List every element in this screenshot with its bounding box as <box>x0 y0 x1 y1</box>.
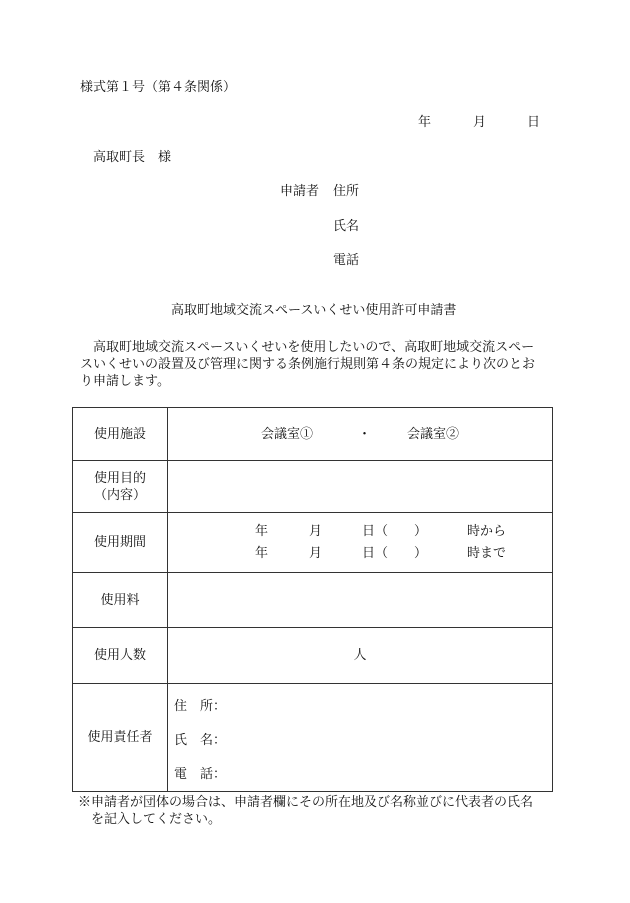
note-line: を記入してください。 <box>78 812 222 827</box>
date-month: 月 <box>473 115 487 130</box>
addressee: 高取町長 様 <box>93 150 172 165</box>
purpose-sublabel: （内容） <box>93 487 146 503</box>
body-line: スいくせいの設置及び管理に関する条例施行規則第４条の規定により次のとお <box>80 357 536 372</box>
fee-field[interactable] <box>168 573 553 628</box>
period-from-year: 年 <box>255 524 269 539</box>
period-from-day: 日（ ） <box>362 524 428 539</box>
separator: ・ <box>358 427 372 442</box>
date-year: 年 <box>418 115 432 130</box>
applicant-name: 氏名 <box>333 219 360 234</box>
body-line: 高取町地域交流スペースいくせいを使用したいので、高取町地域交流スペー <box>80 340 535 355</box>
responsible-address: 住 所： <box>174 699 227 714</box>
purpose-label: 使用目的 <box>93 470 146 486</box>
applicant-address: 住所 <box>333 184 360 199</box>
responsible-phone: 電 話： <box>174 767 227 782</box>
fee-label: 使用料 <box>73 573 168 628</box>
period-label: 使用期間 <box>73 513 168 573</box>
row-period <box>73 513 553 573</box>
responsible-label: 使用責任者 <box>73 684 168 792</box>
row-purpose <box>73 461 553 513</box>
body-line: り申請します。 <box>80 374 170 389</box>
applicant-phone: 電話 <box>333 253 360 268</box>
period-to-month: 月 <box>309 546 323 561</box>
period-to-day: 日（ ） <box>362 546 428 561</box>
row-facility <box>73 408 553 461</box>
people-unit: 人 <box>168 628 553 684</box>
row-people <box>73 628 553 684</box>
period-to-time: 時まで <box>467 546 507 561</box>
form-title: 高取町地域交流スペースいくせい使用許可申請書 <box>171 303 457 318</box>
responsible-name: 氏 名： <box>174 733 227 748</box>
option-room-2[interactable]: 会議室② <box>407 427 460 442</box>
facility-label: 使用施設 <box>73 408 168 461</box>
row-responsible <box>73 684 553 792</box>
row-fee <box>73 573 553 628</box>
people-label: 使用人数 <box>73 628 168 684</box>
application-table <box>72 407 553 792</box>
form-number: 様式第１号（第４条関係） <box>80 80 237 95</box>
date-day: 日 <box>527 115 541 130</box>
note-line: ※申請者が団体の場合は、申請者欄にその所在地及び名称並びに代表者の氏名 <box>78 795 534 810</box>
applicant-label: 申請者 <box>280 184 320 199</box>
period-from-month: 月 <box>309 524 323 539</box>
period-to-year: 年 <box>255 546 269 561</box>
purpose-field[interactable] <box>168 461 553 513</box>
option-room-1[interactable]: 会議室① <box>261 427 314 442</box>
period-from-time: 時から <box>467 524 507 539</box>
